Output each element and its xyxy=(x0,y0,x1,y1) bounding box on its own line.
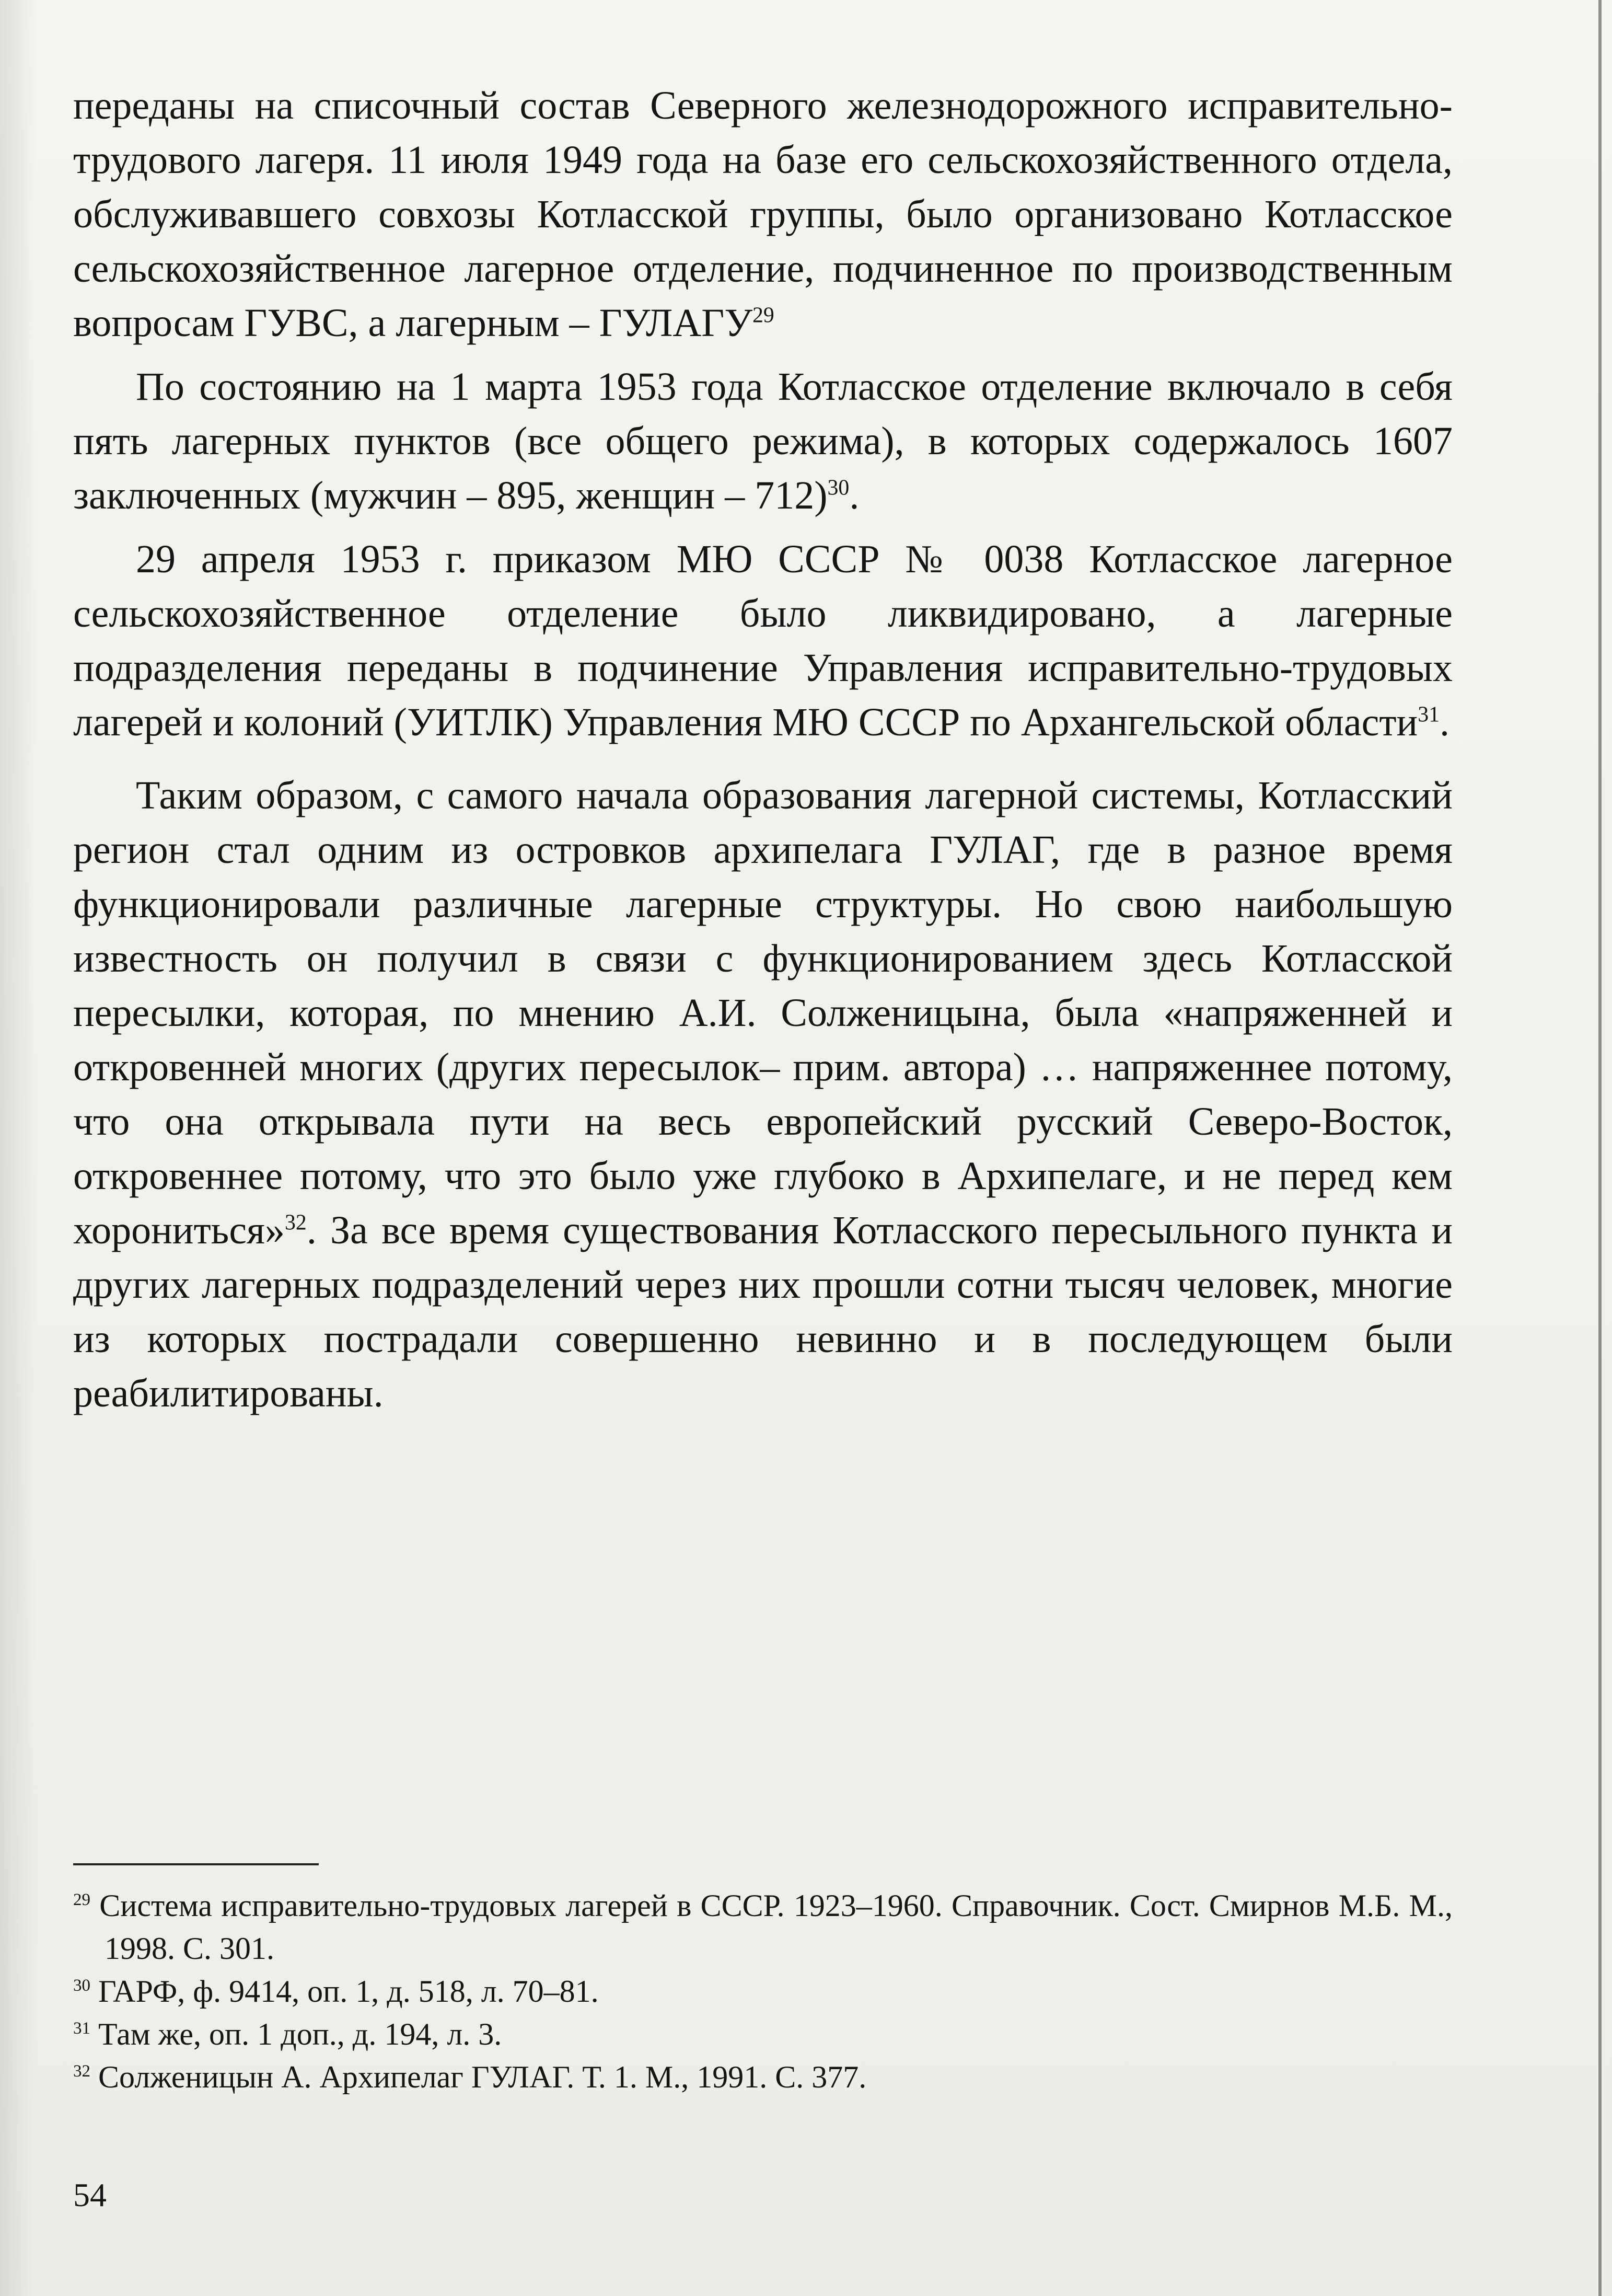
footnote-text: ГАРФ, ф. 9414, оп. 1, д. 518, л. 70–81. xyxy=(98,1974,599,2009)
footnote-ref: 30 xyxy=(827,476,850,500)
footnote-text: Солженицын А. Архипелаг ГУЛАГ. Т. 1. М., 1991. С. 377. xyxy=(98,2060,867,2094)
footnote-number: 30 xyxy=(73,1976,90,1995)
footnote-ref: 31 xyxy=(1418,702,1440,727)
footnote-ref: 29 xyxy=(752,303,774,328)
footnote-number: 32 xyxy=(73,2062,90,2081)
footnote-separator xyxy=(73,1863,319,1865)
binding-edge-line xyxy=(1598,0,1602,2296)
paragraph-4 xyxy=(73,768,1453,1421)
footnotes xyxy=(73,1884,1453,2098)
paragraph-tail: . За все время существования Котласского пересыльного пункта и других лагерных подразделений через них прошли сотни тысяч человек, многие из которых пострадали совершенно невинно и в последующем были реабилитированы. xyxy=(73,1208,1453,1415)
footnote-number: 29 xyxy=(73,1890,90,1909)
paragraph-1 xyxy=(73,78,1453,350)
footnote-number: 31 xyxy=(73,2019,90,2038)
footnote-30 xyxy=(73,1970,1453,2013)
footnote-ref: 32 xyxy=(285,1210,307,1235)
paragraph-text: Таким образом, с самого начала образования лагерной системы, Котласский регион стал одним из островков архипелага ГУЛАГ, где в разное время функционировали различные лагерные структуры. Но свою наибольшую известность он получил в связи с функционированием здесь Котласской пересылки, которая, по мнению А.И. Солженицына, была «напряженней и откровенней многих (других пересылок– прим. автора) … напряженнее потому, что она открывала пути на весь европейский русский Северо-Восток, откровеннее потому, что это было уже глубоко в Архипелаге, и не перед кем хорониться» xyxy=(73,774,1453,1252)
page-edge-shadow xyxy=(0,0,37,2296)
paragraph-text: По состоянию на 1 марта 1953 года Котласское отделение включало в себя пять лагерных пунктов (все общего режима), в которых содержалось 1607 заключенных (мужчин – 895, женщин – 712) xyxy=(73,365,1453,517)
footnote-29 xyxy=(73,1884,1453,1970)
paragraph-3 xyxy=(73,532,1453,749)
paragraph-text: 29 апреля 1953 г. приказом МЮ СССР № 0038 Котласское лагерное сельскохозяйственное отделение было ликвидировано, а лагерные подразделения переданы в подчинение Управления исправительно-трудовых лагерей и колоний (УИТЛК) Управления МЮ СССР по Архангельской области xyxy=(73,537,1453,744)
footnote-text: Система исправительно-трудовых лагерей в СССР. 1923–1960. Справочник. Сост. Смирнов М.Б. М., 1998. С. 301. xyxy=(99,1888,1453,1966)
page-number: 54 xyxy=(73,2176,107,2213)
body-text xyxy=(73,78,1453,1421)
footnote-31 xyxy=(73,2013,1453,2056)
paragraph-2 xyxy=(73,360,1453,523)
paragraph-tail: . xyxy=(849,474,860,517)
footnote-text: Там же, оп. 1 доп., д. 194, л. 3. xyxy=(98,2017,502,2051)
paragraph-text: переданы на списочный состав Северного железнодорожного исправительно-трудового лагеря. 11 июля 1949 года на базе его сельскохозяйственного отдела, обслуживавшего совхозы Котласской группы, было организовано Котласское сельскохозяйственное лагерное отделение, подчиненное по производственным вопросам ГУВС, а лагерным – ГУЛАГУ xyxy=(73,84,1453,345)
paragraph-tail: . xyxy=(1440,700,1449,744)
footnote-32 xyxy=(73,2056,1453,2098)
